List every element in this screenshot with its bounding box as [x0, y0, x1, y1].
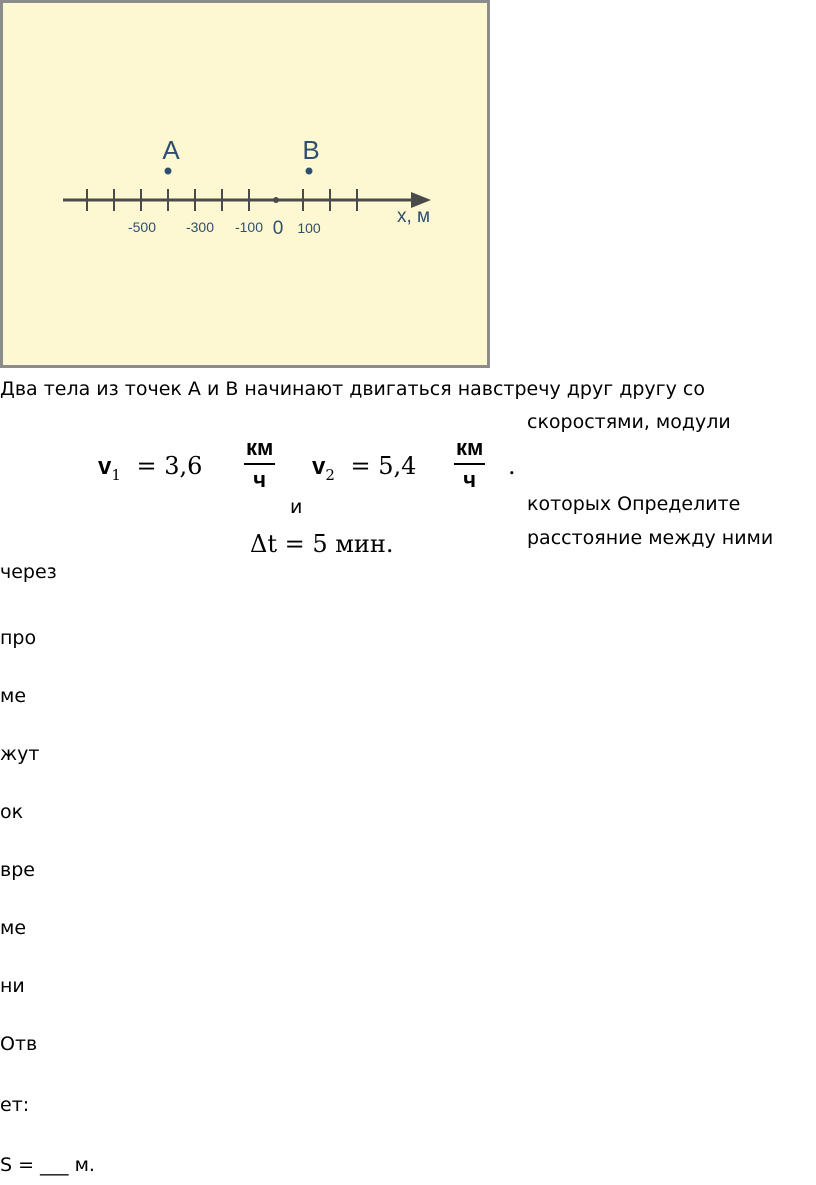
v1-symbol: v	[98, 453, 112, 480]
stack-line: ни	[0, 975, 25, 997]
answer-line: S = ___ м.	[0, 1154, 95, 1176]
number-line-figure	[0, 0, 490, 368]
number-line-diagram	[3, 3, 487, 365]
delta-t-formula: Δt = 5 мин.	[250, 530, 394, 558]
point-b-label: B	[302, 135, 320, 165]
tick-label-minus-500: -500	[127, 219, 157, 235]
problem-line-1: Два тела из точек А и В начинают двигаться навстречу друг другу со	[0, 378, 705, 400]
v2-value: = 5,4	[350, 452, 417, 480]
stack-line: через	[0, 561, 57, 583]
v1-unit-fraction	[244, 435, 275, 493]
tick-label-100: 100	[297, 220, 321, 236]
stack-line: вре	[0, 859, 35, 881]
v1-unit-denominator: ч	[253, 467, 267, 492]
tick-label-minus-300: -300	[185, 219, 215, 235]
stack-line: ме	[0, 685, 27, 707]
stack-line: ет:	[0, 1094, 30, 1116]
stack-line: Отв	[0, 1033, 38, 1055]
point-a-dot	[165, 168, 172, 175]
fraction-bar	[244, 463, 275, 465]
tick-label-0: 0	[272, 218, 284, 239]
problem-line-4: расстояние между ними	[527, 527, 774, 549]
v1-subscript: 1	[111, 465, 121, 484]
v2-unit-numerator: км	[456, 435, 484, 460]
v1-value: = 3,6	[136, 452, 203, 480]
v2-unit-fraction	[454, 435, 485, 493]
v2-symbol: v	[312, 453, 326, 480]
point-b-dot	[306, 168, 313, 175]
problem-line-2: скоростями, модули	[527, 411, 731, 433]
formula-period: .	[508, 452, 516, 480]
and-word: и	[290, 496, 303, 518]
origin-dot	[273, 197, 279, 203]
stack-line: жут	[0, 743, 40, 765]
stack-line: про	[0, 627, 37, 649]
problem-line-3: которых Определите	[527, 493, 741, 515]
fraction-bar	[454, 463, 485, 465]
v1-formula	[98, 452, 202, 484]
stack-line: ок	[0, 801, 24, 823]
v2-subscript: 2	[325, 465, 335, 484]
point-a-label: A	[162, 135, 180, 165]
v2-formula	[312, 452, 416, 484]
axis-label: x, м	[397, 206, 431, 227]
v1-unit-numerator: км	[246, 435, 274, 460]
v2-unit-denominator: ч	[463, 467, 477, 492]
tick-label-minus-100: -100	[234, 219, 264, 235]
stack-line: ме	[0, 917, 27, 939]
